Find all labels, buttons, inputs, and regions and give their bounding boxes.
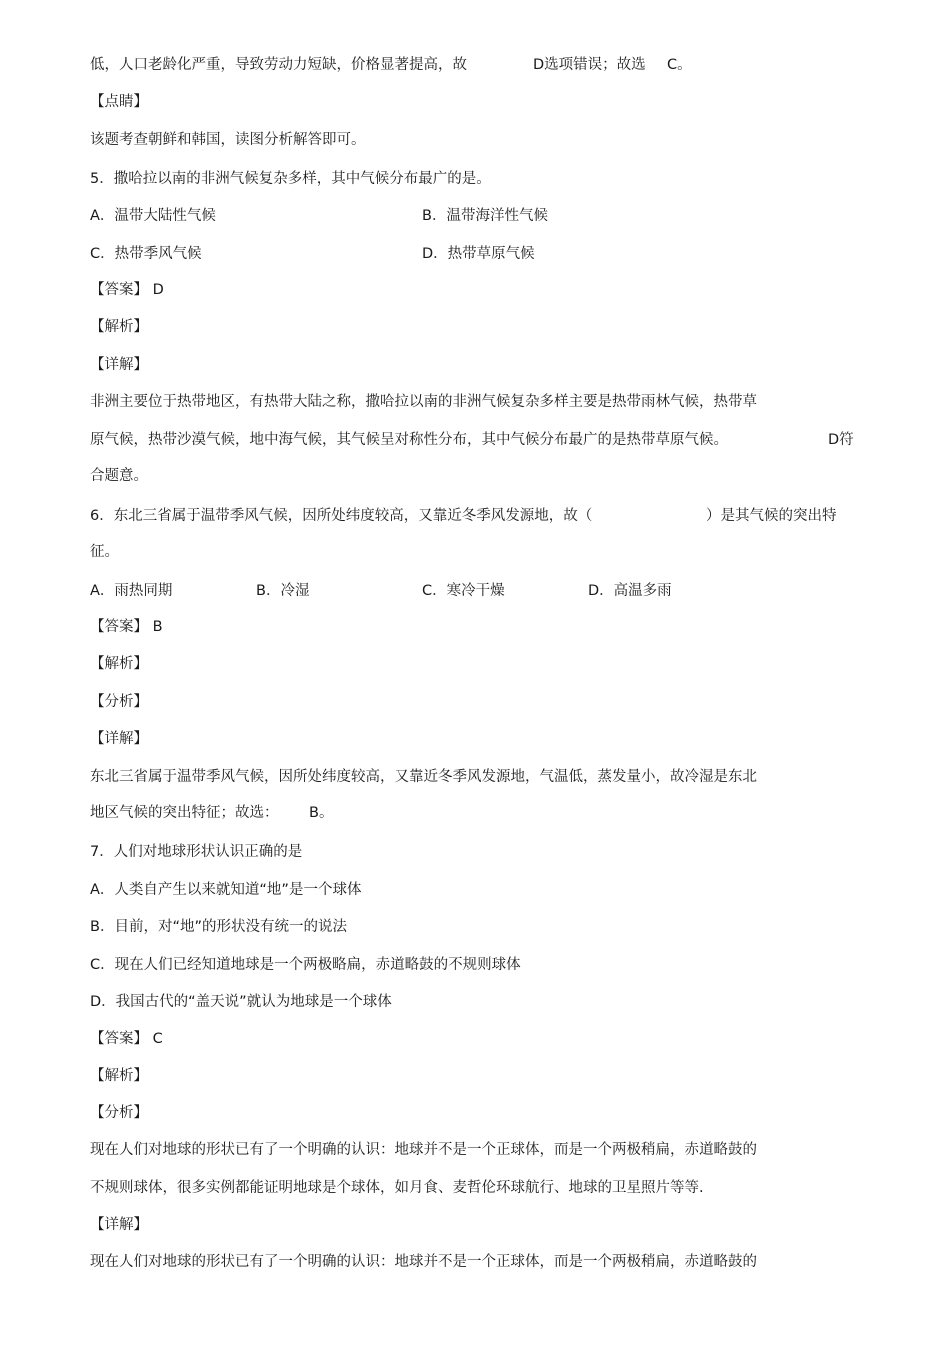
- q7-detail-line-1: 现在人们对地球的形状已有了一个明确的认识：地球并不是一个正球体，而是一个两极稍扁，赤道略鼓的: [90, 1254, 757, 1270]
- q7-analysis-label: 【解析】: [90, 1068, 148, 1084]
- q6-stem-line-2: 征。: [90, 544, 119, 560]
- q7-option-c: C．现在人们已经知道地球是一个两极略扁，赤道略鼓的不规则球体: [90, 957, 521, 973]
- q5-analysis-label: 【解析】: [90, 319, 148, 335]
- q6-stem-line-1: 6．东北三省属于温带季风气候，因所处纬度较高，又靠近冬季风发源地，故（: [90, 508, 593, 524]
- q5-option-c: C．热带季风气候: [90, 246, 202, 262]
- q7-fenxi-label: 【分析】: [90, 1105, 148, 1121]
- intro-line-1-choice: C。: [667, 57, 692, 73]
- q5-detail-line-3: 合题意。: [90, 468, 148, 484]
- q7-option-d: D．我国古代的“盖天说”就认为地球是一个球体: [90, 994, 392, 1010]
- q7-option-b: B．目前，对“地”的形状没有统一的说法: [90, 919, 347, 935]
- q6-option-d: D．高温多雨: [588, 583, 672, 599]
- q6-option-b: B．冷湿: [256, 583, 310, 599]
- q7-stem: 7．人们对地球形状认识正确的是: [90, 844, 303, 860]
- q6-analysis-label: 【解析】: [90, 656, 148, 672]
- q5-detail-label: 【详解】: [90, 357, 148, 373]
- q6-stem-line-1-end: ）是其气候的突出特: [706, 508, 837, 524]
- q6-detail-line-2: 地区气候的突出特征；故选：: [90, 805, 279, 821]
- q5-stem: 5．撒哈拉以南的非洲气候复杂多样，其中气候分布最广的是。: [90, 171, 491, 187]
- q7-detail-label: 【详解】: [90, 1217, 148, 1233]
- q7-fenxi-line-2: 不规则球体，很多实例都能证明地球是个球体，如月食、麦哲伦环球航行、地球的卫星照片等等.: [90, 1180, 704, 1196]
- q7-answer: 【答案】 C: [90, 1031, 163, 1047]
- q5-option-b: B．温带海洋性气候: [422, 208, 548, 224]
- q5-option-a: A．温带大陆性气候: [90, 208, 216, 224]
- intro-line-1-option: D选项错误；故选: [533, 57, 646, 73]
- q6-detail-line-1: 东北三省属于温带季风气候，因所处纬度较高，又靠近冬季风发源地，气温低，蒸发量小，故冷湿是东北: [90, 769, 757, 785]
- tip-label: 【点睛】: [90, 94, 148, 110]
- q5-option-d: D．热带草原气候: [422, 246, 535, 262]
- q6-fenxi-label: 【分析】: [90, 694, 148, 710]
- tip-text: 该题考查朝鲜和韩国，读图分析解答即可。: [90, 132, 366, 148]
- q5-detail-line-2-end: D符: [828, 432, 854, 448]
- q6-detail-line-2-choice: B。: [309, 805, 334, 821]
- q5-detail-line-1: 非洲主要位于热带地区，有热带大陆之称，撒哈拉以南的非洲气候复杂多样主要是热带雨林气候，热带草: [90, 394, 757, 410]
- q5-detail-line-2: 原气候，热带沙漠气候，地中海气候，其气候呈对称性分布，其中气候分布最广的是热带草原气候。: [90, 432, 728, 448]
- q6-answer: 【答案】 B: [90, 619, 163, 635]
- q7-fenxi-line-1: 现在人们对地球的形状已有了一个明确的认识：地球并不是一个正球体，而是一个两极稍扁，赤道略鼓的: [90, 1142, 757, 1158]
- intro-line-1: 低，人口老龄化严重，导致劳动力短缺，价格显著提高，故: [90, 57, 467, 73]
- q6-detail-label: 【详解】: [90, 731, 148, 747]
- q7-option-a: A．人类自产生以来就知道“地”是一个球体: [90, 882, 362, 898]
- q6-option-c: C．寒冷干燥: [422, 583, 505, 599]
- q5-answer: 【答案】 D: [90, 282, 164, 298]
- q6-option-a: A．雨热同期: [90, 583, 173, 599]
